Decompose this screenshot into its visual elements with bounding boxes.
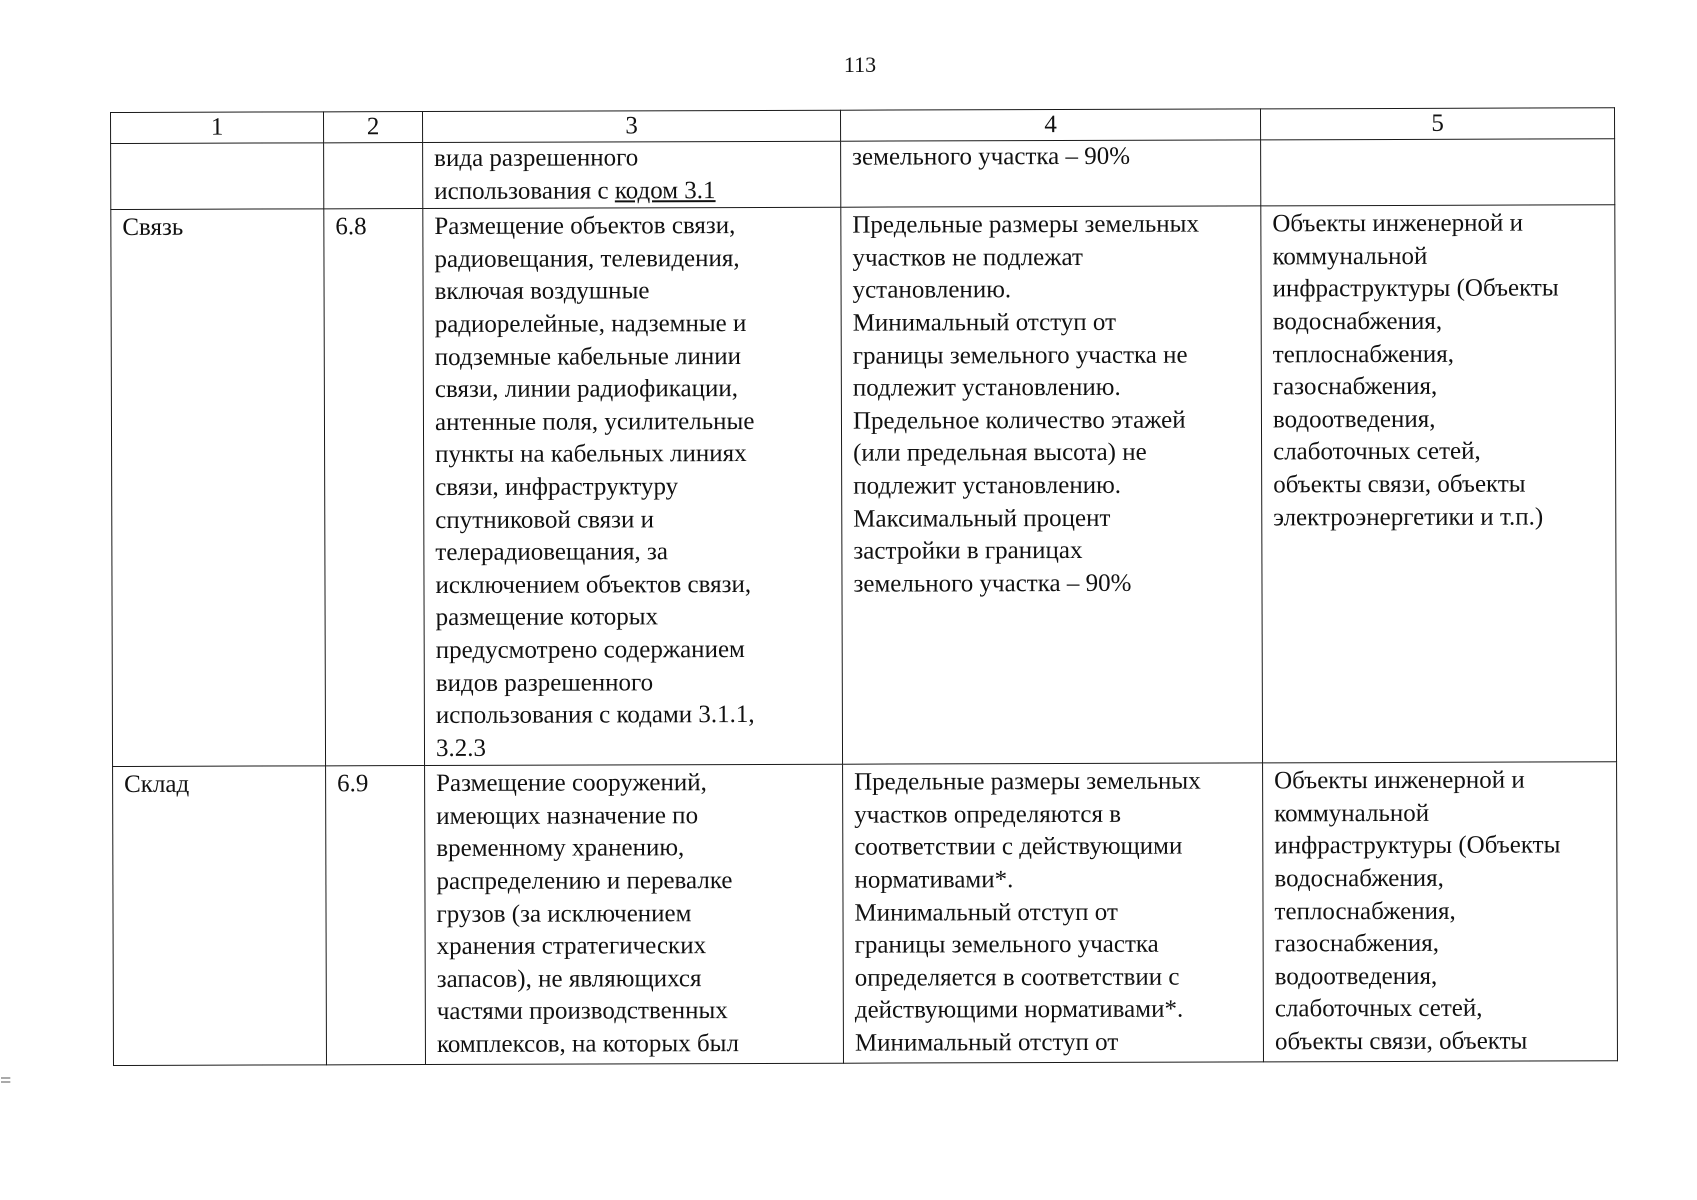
header-cell-4: 4	[840, 109, 1260, 141]
page-number: 113	[843, 52, 877, 77]
land-use-parameters: Предельные размеры земельных участков не подлежат установлению. Минимальный отступ от границы земельного участка не подлежит установлению. Предельное количество этажей (или предельная высота) не подлежит установлению. Максимальный процент застройки в границах земельного участка – 90%	[841, 206, 1263, 764]
land-use-code: 6.8	[324, 209, 425, 766]
continuation-description-prefix: использования с	[434, 177, 615, 205]
land-use-name: Связь	[111, 209, 326, 767]
table-row-sklad	[113, 762, 1618, 1066]
continuation-row	[111, 139, 1615, 210]
land-use-auxiliary: Объекты инженерной и коммунальной инфраструктуры (Объекты водоснабжения, теплоснабжения, газоснабжения, водоотведения, слаботочных сетей, объекты связи, объекты электроэнергетики и т.п.)	[1261, 205, 1617, 763]
land-use-table	[110, 107, 1618, 1066]
header-cell-5: 5	[1260, 108, 1614, 140]
table-row-svyaz	[111, 205, 1617, 767]
table-header-row	[111, 108, 1615, 144]
margin-mark: =	[0, 1070, 12, 1092]
land-use-auxiliary: Объекты инженерной и коммунальной инфраструктуры (Объекты водоснабжения, теплоснабжения, газоснабжения, водоотведения, слаботочных сетей, объекты связи, объекты	[1263, 762, 1618, 1062]
continuation-parameters-cell: земельного участка – 90%	[841, 140, 1261, 208]
continuation-auxiliary-cell	[1261, 139, 1615, 206]
continuation-code-cell	[324, 143, 423, 209]
continuation-description-line1: вида разрешенного	[434, 144, 639, 172]
continuation-description-code-link: кодом 3.1	[614, 176, 716, 205]
land-use-description: Размещение объектов связи, радиовещания, телевидения, включая воздушные радиорелейные, надземные и подземные кабельные линии связи, линии радиофикации, антенные поля, усилительные пункты на кабельных линиях связи, инфраструктуру спутниковой связи и телерадиовещания, за исключением объектов связи, размещение которых предусмотрено содержанием видов разрешенного использования с кодами 3.1.1, 3.2.3	[423, 207, 843, 765]
land-use-parameters: Предельные размеры земельных участков определяются в соответствии с действующими нормативами*. Минимальный отступ от границы земельного участка определяется в соответствии с действующими нормативами*. Минимальный отступ от	[843, 763, 1264, 1063]
land-use-description: Размещение сооружений, имеющих назначение по временному хранению, распределению и перевалке грузов (за исключением хранения стратегических запасов), не являющихся частями производственных комплексов, на которых был	[425, 764, 844, 1064]
continuation-name-cell	[111, 143, 324, 210]
header-cell-3: 3	[423, 110, 841, 142]
header-cell-2: 2	[324, 112, 423, 143]
land-use-code: 6.9	[326, 766, 426, 1065]
header-cell-1: 1	[111, 112, 324, 144]
land-use-name: Склад	[113, 766, 327, 1066]
continuation-description-cell	[423, 141, 841, 209]
